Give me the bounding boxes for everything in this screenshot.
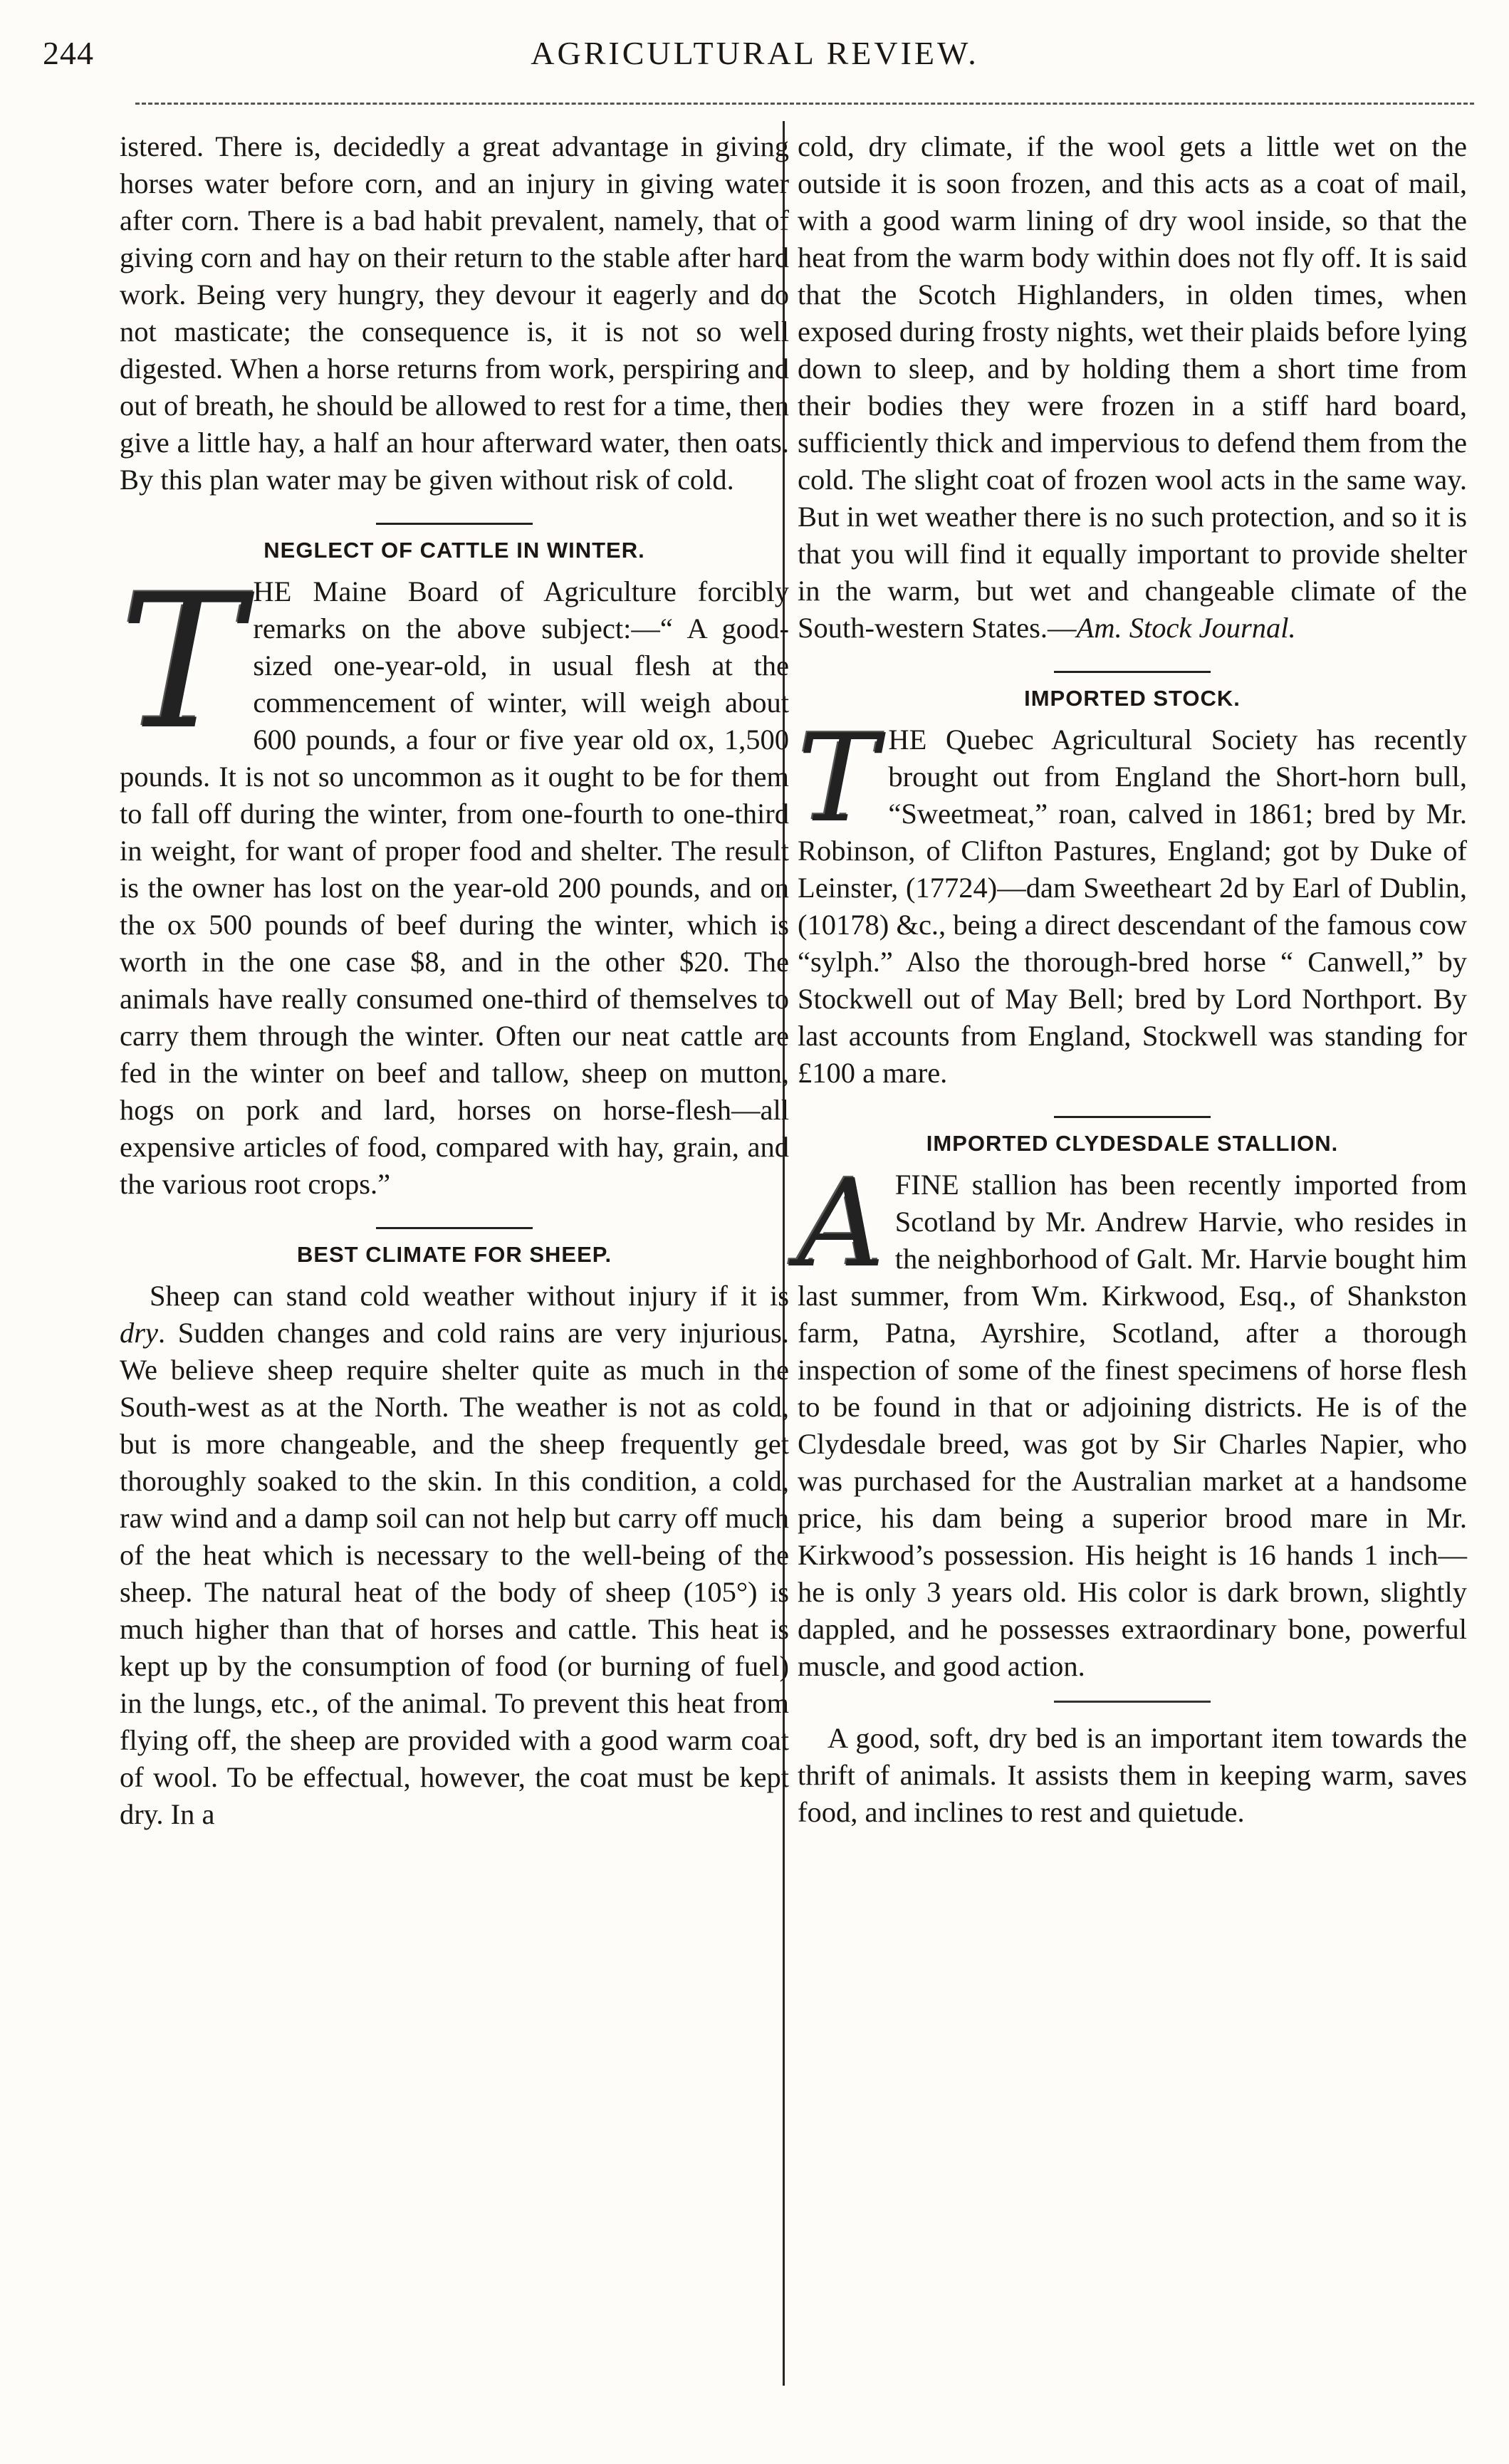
article-title: IMPORTED STOCK. bbox=[1024, 686, 1241, 711]
right-column bbox=[798, 128, 1467, 1831]
article-body-part: cold, dry climate, if the wool gets a little wet on the outside it is soon frozen, and this acts as a coat of mail, with a good warm lining of dry wool inside, so that the heat from the warm body within does not fly off. It is said that the Scotch Highlanders, in olden times, when exposed during frosty nights, wet their plaids before lying down to sleep, and by holding them a short time from their bodies they were frozen in a stiff hard board, sufficiently thick and impervious to defend them from the cold. The slight coat of frozen wool acts in the same way. But in wet weather there is no such protection, and so it is that you will find it equally important to provide shelter in the warm, but wet and changeable climate of the South-western States.— bbox=[798, 130, 1467, 644]
left-column bbox=[120, 128, 789, 1833]
decorative-initial: A bbox=[798, 1154, 885, 1295]
source-attribution: Am. Stock Journal. bbox=[1076, 612, 1296, 644]
page-number: 244 bbox=[43, 35, 94, 71]
horse-feeding-text: istered. There is, decidedly a great advantage in giving horses water before corn, and an injury in giving water after corn. There is a bad habit prevalent, namely, that of giving corn and hay on their return to the stable after hard work. Being very hungry, they devour it eagerly and do not masticate; the consequence is, it is not so well digested. When a horse returns from work, perspiring and out of breath, he should be allowed to rest for a time, then give a little hay, a half an hour afterward water, then oats. By this plan water may be given without risk of cold. bbox=[120, 130, 789, 496]
header-rule bbox=[135, 103, 1474, 105]
article-best-climate-for-sheep bbox=[120, 1227, 789, 1833]
section-rule bbox=[1054, 1701, 1211, 1703]
decorative-initial: T bbox=[798, 709, 879, 850]
running-title: AGRICULTURAL REVIEW. bbox=[531, 35, 979, 71]
article-imported-clydesdale-stallion bbox=[798, 1116, 1467, 1685]
section-rule bbox=[1054, 671, 1211, 673]
section-rule bbox=[376, 523, 533, 525]
article-body-part: Sheep can stand cold weather without injury if it is bbox=[150, 1280, 789, 1312]
section-rule bbox=[1054, 1116, 1211, 1118]
article-imported-stock bbox=[798, 671, 1467, 1092]
climate-continuation bbox=[798, 128, 1467, 647]
page-header bbox=[43, 34, 1467, 84]
article-title: IMPORTED CLYDESDALE STALLION. bbox=[926, 1131, 1339, 1156]
emphasis-dry: dry bbox=[120, 1317, 158, 1349]
decorative-initial: T bbox=[120, 555, 244, 771]
article-body: HE Maine Board of Agriculture forcibly remarks on the above subject:—“ A good-sized one-year-old, in usual flesh at the commencement of winter, will weigh about 600 pounds, a four or five year old ox, 1,500 pounds. It is not so uncommon as it ought to be for them to fall off during the winter, from one-fourth to one-third in weight, for want of proper food and shelter. The result is the owner has lost on the year-old 200 pounds, and on the ox 500 pounds of beef during the winter, which is worth in the one case $8, and in the other $20. The animals have really consumed one-third of themselves to carry them through the winter. Often our neat cattle are fed in the winter on beef and tallow, sheep on mutton, hogs on pork and lard, horses on horse-flesh—all expensive articles of food, compared with hay, grain, and the various root crops.” bbox=[120, 575, 789, 1200]
article-body-part: . Sudden changes and cold rains are very injurious. We believe sheep require shelter quite as much in the South-west as at the North. The weather is not as cold, but is more changeable, and the sheep frequently get thoroughly soaked to the skin. In this condition, a cold, raw wind and a damp soil can not help but carry off much of the heat which is necessary to the well-being of the sheep. The natural heat of the body of sheep (105°) is much higher than that of horses and cattle. This heat is kept up by the consumption of food (or burning of fuel) in the lungs, etc., of the animal. To prevent this heat from flying off, the sheep are provided with a good warm coat of wool. To be effectual, however, the coat must be kept dry. In a bbox=[120, 1317, 789, 1830]
article-neglect-of-cattle bbox=[120, 523, 789, 1203]
article-title: BEST CLIMATE FOR SHEEP. bbox=[296, 1242, 612, 1267]
article-body: FINE stallion has been recently imported from Scotland by Mr. Andrew Harvie, who resides in the neighborhood of Galt. Mr. Harvie bought him last summer, from Wm. Kirkwood, Esq., of Shankston farm, Patna, Ayrshire, Scotland, after a thorough inspection of some of the finest specimens of horse flesh to be found in that or adjoining districts. He is of the Clydesdale breed, was got by Sir Charles Napier, who was purchased for the Australian market at a handsome price, his dam being a superior brood mare in Mr. Kirkwood’s possession. His height is 16 hands 1 inch—he is only 3 years old. His color is dark brown, slightly dappled, and he possesses extraordinary bone, powerful muscle, and good action. bbox=[798, 1169, 1467, 1682]
article-body: HE Quebec Agricultural Society has recently brought out from England the Short-horn bull, “Sweetmeat,” roan, calved in 1861; bred by Mr. Robinson, of Clifton Pastures, England; got by Duke of Leinster, (17724)—dam Sweetheart 2d by Earl of Dublin, (10178) &c., being a direct descendant of the famous cow “sylph.” Also the thorough-bred horse “ Canwell,” by Stockwell out of May Bell; bred by Lord Northport. By last accounts from England, Stockwell was standing for £100 a mare. bbox=[798, 724, 1467, 1089]
article-body bbox=[120, 1278, 789, 1833]
article-title: NEGLECT OF CATTLE IN WINTER. bbox=[263, 538, 645, 563]
closing-paragraph: A good, soft, dry bed is an important item towards the thrift of animals. It assists them in keeping warm, saves food, and inclines to rest and quietude. bbox=[798, 1722, 1467, 1828]
section-rule bbox=[376, 1227, 533, 1229]
